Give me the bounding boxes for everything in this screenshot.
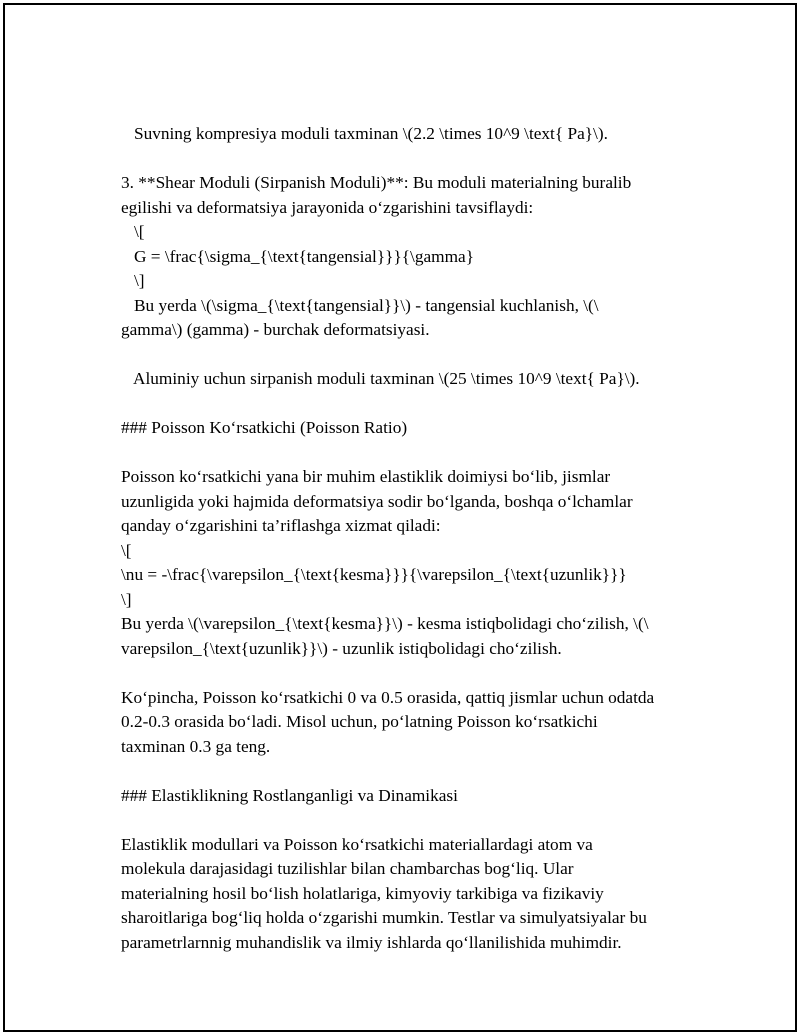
text-line: uzunligida yoki hajmida deformatsiya sodir bo‘lganda, boshqa o‘lchamlar	[121, 491, 633, 511]
text-line: Elastiklik modullari va Poisson ko‘rsatkichi materiallardagi atom va	[121, 834, 593, 854]
text-line: Poisson ko‘rsatkichi yana bir muhim elastiklik doimiysi bo‘lib, jismlar	[121, 467, 611, 486]
text-line: qanday o‘zgarishini ta’riflashga xizmat qiladi:	[121, 516, 441, 535]
blank-line	[121, 808, 701, 833]
text-line: egilishi va deformatsiya jarayonida o‘zgarishini tavsiflaydi:	[121, 197, 534, 217]
blank-line	[121, 392, 701, 417]
blank-line	[121, 661, 701, 686]
text-line: Bu yerda \(\varepsilon_{\text{kesma}}\) - kesma istiqbolidagi cho‘zilish, \(\	[121, 614, 649, 633]
text-line: Bu yerda \(\sigma_{\text{tangensial}}\) - tangensial kuchlanish, \(\	[121, 295, 599, 315]
text-line: Suvning kompresiya moduli taxminan \(2.2 \times 10^9 \text{ Pa}\).	[121, 124, 608, 143]
blank-line	[121, 343, 701, 368]
blank-line	[121, 147, 701, 172]
text-line: ### Elastiklikning Rostlanganligi va Dinamikasi	[121, 785, 458, 805]
text-line: G = \frac{\sigma_{\text{tangensial}}}{\gamma}	[121, 246, 474, 266]
text-line: ### Poisson Ko‘rsatkichi (Poisson Ratio)	[121, 418, 408, 437]
blank-line	[121, 759, 701, 784]
text-line: Aluminiy uchun sirpanish moduli taxminan \(25 \times 10^9 \text{ Pa}\).	[121, 369, 640, 388]
text-line: taxminan 0.3 ga teng.	[121, 736, 271, 756]
text-line: \]	[121, 589, 132, 609]
document-body	[121, 122, 701, 955]
text-line: \]	[121, 271, 145, 290]
blank-line	[121, 441, 701, 466]
text-line: molekula darajasidagi tuzilishlar bilan chambarchas bog‘liq. Ular	[121, 859, 574, 878]
text-line: varepsilon_{\text{uzunlik}}\) - uzunlik istiqbolidagi cho‘zilish.	[121, 638, 562, 658]
text-line: materialning hosil bo‘lish holatlariga, kimyoviy tarkibiga va fizikaviy	[121, 883, 604, 903]
text-line: \[	[121, 540, 132, 560]
text-line: gamma\) (gamma) - burchak deformatsiyasi.	[121, 320, 430, 339]
text-line: 3. **Shear Moduli (Sirpanish Moduli)**: Bu moduli materialning buralib	[121, 173, 632, 192]
text-line: parametrlarnnig muhandislik va ilmiy ishlarda qo‘llanilishida muhimdir.	[121, 932, 622, 952]
page-frame	[3, 3, 797, 1032]
text-line: sharoitlariga bog‘liq holda o‘zgarishi mumkin. Testlar va simulyatsiyalar bu	[121, 908, 647, 927]
text-line: Ko‘pincha, Poisson ko‘rsatkichi 0 va 0.5 orasida, qattiq jismlar uchun odatda	[121, 687, 655, 707]
text-line: \[	[121, 222, 145, 241]
text-line: \nu = -\frac{\varepsilon_{\text{kesma}}}{\varepsilon_{\text{uzunlik}}}	[121, 565, 627, 584]
text-line: 0.2-0.3 orasida bo‘ladi. Misol uchun, po‘latning Poisson ko‘rsatkichi	[121, 712, 598, 731]
